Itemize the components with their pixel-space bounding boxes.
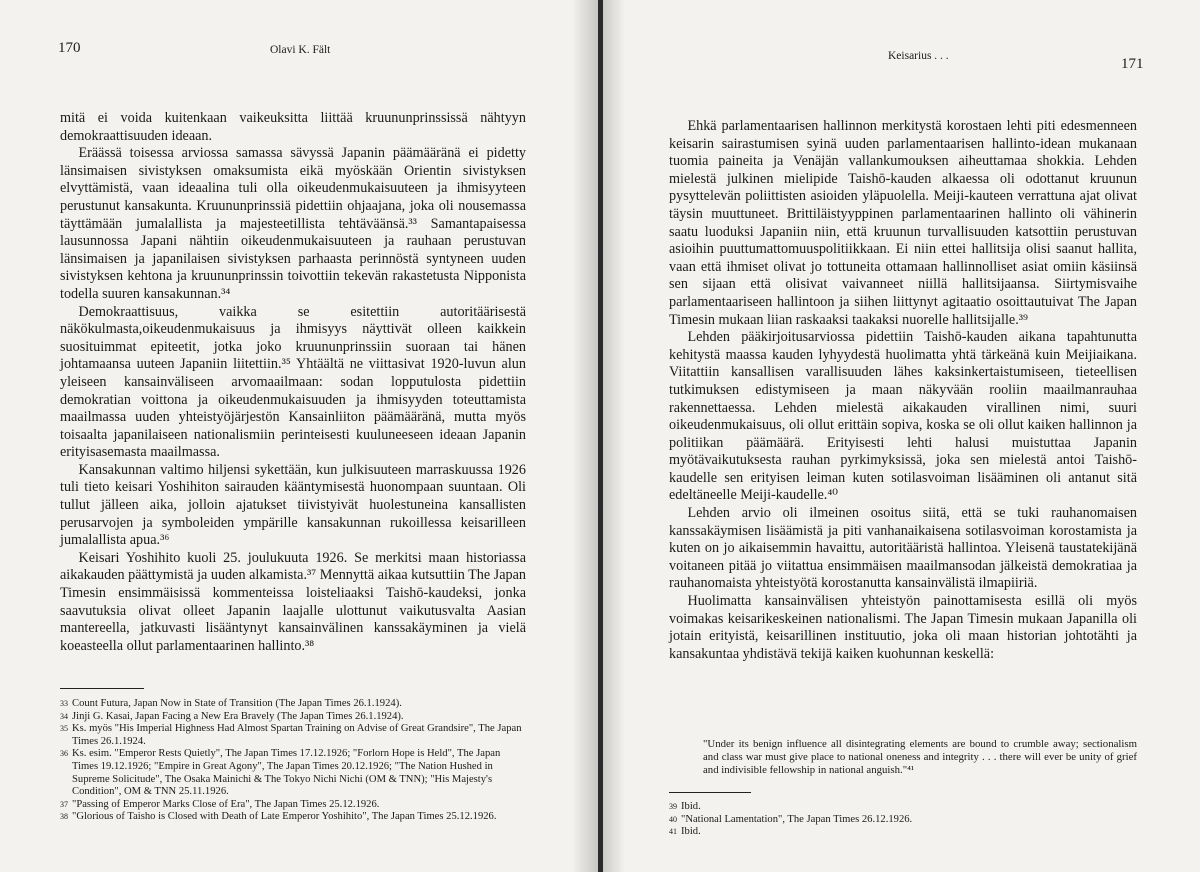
- footnote-rule: [60, 688, 144, 689]
- footnote-number: 33: [60, 699, 68, 708]
- footnote-text: "Glorious of Taisho is Closed with Death of Late Emperor Yoshihito", The Japan Times 25.12.1926.: [72, 811, 497, 823]
- footnote-text: "Passing of Emperor Marks Close of Era", The Japan Times 25.12.1926.: [72, 798, 380, 810]
- footnote-number: 41: [669, 827, 677, 837]
- footnote-text: Ks. myös "His Imperial Highness Had Almost Spartan Training on Advise of Great Grandsire", The Japan Times 26.1.1924.: [72, 723, 522, 747]
- gutter-shadow: [572, 0, 598, 872]
- footnote: [60, 748, 528, 798]
- page-number: 171: [1121, 56, 1144, 72]
- footnote-number: 35: [60, 724, 68, 734]
- footnote-text: "National Lamentation", The Japan Times 26.12.1926.: [681, 813, 913, 825]
- footnote-rule: [669, 792, 751, 793]
- paragraph: Eräässä toisessa arviossa samassa sävyssä Japanin päämääränä ei pidetty länsimaisen sivistyksen omaksumista eikä myöskään Orientin sivistyksen elvyttämistä, vaan ideaalina tuli olla oikeudenmukaisuuteen ja ihmisyyteen perustunut kansakunta. Kruununprinssiä pidettiin ohjaajana, joka oli nousemassa täyttämään jumalallista ja majesteetillista tehtäväänsä.³³ Samantapaisessa lausunnossa Japani nähtiin oikeudenmukaisuuteen ja rauhaan perustuvan länsimaisen ja japanilaisen sivistyksen parhaasta perinnöstä syntyneen uuden sivistyksen kehtona ja kruununprinssin toivottiin tekevän rakastetusta Nipponista todella suuren kansakunnan.³⁴: [60, 145, 526, 302]
- footnote: [60, 799, 528, 812]
- paragraph: mitä ei voida kuitenkaan vaikeuksitta liittää kruununprinssissä nähtyyn demokraattisuuden ideaan.: [60, 110, 526, 144]
- footnote-number: 34: [60, 711, 68, 721]
- gutter-shadow: [603, 0, 625, 872]
- footnote: [669, 826, 1137, 839]
- paragraph: Lehden pääkirjoitusarviossa pidettiin Taishō-kauden aikana tapahtunutta kehitystä maassa kauden lyhyydestä huolimatta yhtä tärkeänä kuin Meijiaikana. Viitattiin kansallisen varallisuuden lähes kaksinkertaistumiseen, tieteellisen tutkimuksen edistymiseen ja maan näkyvään rooliin maailmanrauhaa rakennettaessa. Lehden mielestä aikakauden virallinen nimi, suuri oikeudenmukaisuus, oli ollut erittäin sopiva, koska se oli ollut kaiken hallinnon ja politiikan päämäärä. Erityisesti lehti halusi muistuttaa Japanin myötävaikutuksesta rauhan pyrkimyksissä, joka sen mielestä antoi Taishō-kaudelle sen erityisen leiman kuten sotilasvoiman lisääminen oli antanut sitä edeltäneelle Meiji-kaudelle.⁴⁰: [669, 329, 1137, 504]
- footnote-text: Ks. esim. "Emperor Rests Quietly", The Japan Times 17.12.1926; "Forlorn Hope is Held", The Japan Times 19.12.1926; "Empire in Great Agony", The Japan Times 20.12.1926; "The Nation Hushed in Supreme Solicitude", The Osaka Mainichi & The Tokyo Nichi Nichi (OM & TNN); "His Majesty's Condition", OM & TNN 25.11.1926.: [72, 748, 501, 798]
- running-head: Keisarius . . .: [888, 50, 949, 62]
- body-text: [669, 118, 1137, 663]
- page-number: 170: [58, 40, 81, 56]
- footnote: [60, 811, 528, 824]
- footnote-text: Jinji G. Kasai, Japan Facing a New Era Bravely (The Japan Times 26.1.1924).: [72, 710, 404, 722]
- footnote-number: 39: [669, 802, 677, 811]
- paragraph: Lehden arvio oli ilmeinen osoitus siitä, että se tuki rauhanomaisen kanssakäymisen lisäämistä ja piti vanhanaikaisena sotilasvoiman korostamista ja kuten on jo aikaisemmin havaittu, autoritääristä hallintoa. Yleisenä taustatekijänä voitaneen pitää jo viitattua ensimmäisen maailmansodan jälkeistä demokratiaa ja rauhanomaista yhteistyötä korostanutta kansainvälistä ilmapiiriä.: [669, 505, 1137, 592]
- paragraph: Kansakunnan valtimo hiljensi sykettään, kun julkisuuteen marraskuussa 1926 tuli tieto keisari Yoshihiton sairauden kääntymisestä huonompaan suuntaan. Oli tullut jälleen aika, jolloin ajatukset tiivistyivät huolestuneina kansallisten perusarvojen ja symboleiden ympärille kansakunnan rukoillessa keisarilleen jumalallista apua.³⁶: [60, 461, 526, 549]
- left-page: [0, 0, 598, 872]
- paragraph: Keisari Yoshihito kuoli 25. joulukuuta 1926. Se merkitsi maan historiassa aikakauden päättymistä ja uuden alkamista.³⁷ Mennyttä aikaa kutsuttiin The Japan Timesin ensimmäisissä kommenteissa loisteliaaksi Taishō-kaudeksi, jonka saavutuksia olivat olleet Japanin laajalle ulottunut vaikutusvalta Aasian mantereella, jatkuvasti lisääntynyt kansainvälinen kanssakäyminen ja vielä koeasteella ollut parlamentaarinen hallinto.³⁸: [60, 549, 526, 654]
- block-quote: "Under its benign influence all disintegrating elements are bound to crumble away; sectionalism and class war must give place to national oneness and integrity . . . there will ever be unity of grief and indivisible fellowship in national anguish."⁴¹: [703, 738, 1137, 776]
- paragraph: Ehkä parlamentaarisen hallinnon merkitystä korostaen lehti piti edesmenneen keisarin sairastumisen syinä uuden parlamentaarisen hallinto-idean mukanaan tuomia paineita ja Venäjän vallankumouksen aiheuttamaa shokkia. Lehden mielestä julkinen mielipide Taishō-kauden alkaessa oli odottanut kruunun pysyttelevän poliittisten asioiden yläpuolella. Meiji-kauteen verrattuna ajat olivat täysin muuttuneet. Brittiläistyyppinen parlamentaarinen hallinto oli vähinerin saatu luoduksi Japaniin niin, että kruunun turvallisuuden katsottiin perustuvan asioihin puuttumattomuuspolitiikkaan. Ei niin ettei hallitsija olisi saanut hallita, vaan että ihmiset olivat jo tottuneita ottamaan hallinnolliset asiat omiin käsiinsä sen sijaan että olisivat vaivanneet niillä hallitsijaansa. Siirtymisvaihe parlamentaariseen hallintoon ja siihen liittynyt agitaatio osoittautuivat The Japan Timesin mukaan liian raskaaksi taakaksi nuorelle hallitsijalle.³⁹: [669, 118, 1137, 328]
- footnotes: [669, 801, 1137, 839]
- footnote: [60, 698, 528, 711]
- footnote-text: Ibid.: [681, 801, 701, 812]
- footnote-text: Count Futura, Japan Now in State of Transition (The Japan Times 26.1.1924).: [72, 698, 402, 709]
- footnote: [669, 814, 1137, 827]
- footnote: [60, 711, 528, 724]
- right-page: [603, 0, 1200, 872]
- footnote: [669, 801, 1137, 814]
- running-head: Olavi K. Fält: [270, 44, 331, 56]
- body-text: [60, 110, 526, 655]
- footnote: [60, 723, 528, 748]
- paragraph: Demokraattisuus, vaikka se esitettiin autoritäärisestä näkökulmasta,oikeudenmukaisuus ja ihmisyys näyttivät olleen kaikkein suosituimmat epiteetit, jotka joko kruununprinssiin suoraan tai hänen johtamaansa uuteen Japaniin liitettiin.³⁵ Yhtäältä ne viittasivat 1920-luvun alun yleiseen kansainväliseen arvomaailmaan: sodan lopputulosta pidettiin demokratian voittona ja oikeudenmukaisuuden ja ihmisyyden toteuttamista maailmassa uuden yhteistyöjärjestön Kansainliiton päämääränä, mutta myös toisaalta japanilaiseen nationalismiin perinteisesti kuuluneeseen ideaan Japanin erityisasemasta maailmassa.: [60, 303, 526, 461]
- footnote-number: 40: [669, 814, 677, 824]
- footnotes: [60, 698, 528, 824]
- footnote-text: Ibid.: [681, 826, 701, 838]
- footnote-number: 38: [60, 812, 68, 822]
- footnote-number: 37: [60, 799, 68, 809]
- paragraph: Huolimatta kansainvälisen yhteistyön painottamisesta esillä oli myös voimakas keisarikeskeinen nationalismi. The Japan Timesin mukaan Japanilla oli jotain erityistä, keisarillinen instituutio, joka oli maan historian johtotähti ja kansakuntaa yhdistävä tekijä kaiken kuohunnan keskellä:: [669, 593, 1137, 662]
- footnote-number: 36: [60, 749, 68, 759]
